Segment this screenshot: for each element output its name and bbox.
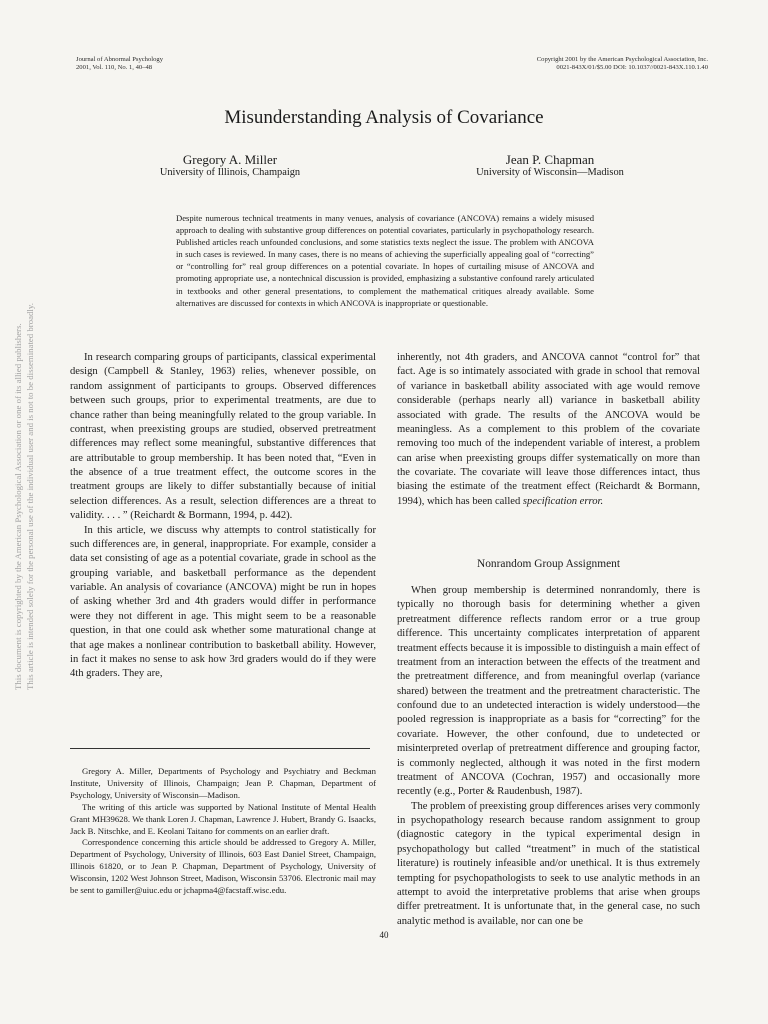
- body-paragraph: In research comparing groups of participants, classical experimental design (Campbell & Stanley, 1963) relies, whenever possible, on random assignment of participants to groups. Observed differences between such groups, prior to experimental treatments, are due to chance rather than being meaningfully related to the group variable. In contrast, when preexisting groups are studied, observed pretreatment differences may reflect some meaningful, substantive differences that are attributable to group membership. It has been noted that, “Even in the absence of a true treatment effect, the outcome scores in the treatment groups are likely to differ substantially because of initial selection differences. As a result, selection differences are a threat to validity. . . . ” (Reichardt & Bormann, 1994, p. 442).: [70, 352, 376, 522]
- author-affiliation: University of Illinois, Champaign: [159, 167, 301, 178]
- footnote-divider: [70, 748, 370, 749]
- body-column-right-continued: [397, 584, 700, 929]
- author-block: [100, 152, 360, 179]
- copyright-header: [537, 56, 708, 72]
- author-name: Jean P. Chapman: [505, 152, 595, 167]
- body-column-left: [70, 351, 376, 682]
- page-number: 40: [379, 930, 389, 940]
- abstract: Despite numerous technical treatments in many venues, analysis of covariance (ANCOVA) remains a widely misused approach to dealing with substantive group differences on potential covariates, particularly in psychopathology research. Published articles reach unfounded conclusions, and some statistics texts neglect the issue. The problem with ANCOVA in such cases is reviewed. In many cases, there is no means of achieving the superficially appealing goal of “correcting” or “controlling for” real group differences on a potential covariate. In hopes of curtailing misuse of ANCOVA and promoting appropriate use, a nontechnical discussion is provided, emphasizing a substantive confound rarely articulated in textbooks and other general presentations, to complement the mathematical critiques already available. Some alternatives are discussed for contexts in which ANCOVA is inappropriate or questionable.: [176, 213, 594, 308]
- usage-side-notice: This article is intended solely for the personal use of the individual user and is not to be disseminated broadly.: [25, 303, 35, 690]
- author-affiliation: University of Wisconsin—Madison: [476, 167, 624, 178]
- journal-name: Journal of Abnormal Psychology: [76, 56, 163, 63]
- body-paragraph: In this article, we discuss why attempts to control statistically for such differences are, in general, inappropriate. For example, consider a data set consisting of age as a potential covariate, grade in school as the grouping variable, and basketball performance as the dependent variable. An analysis of covariance (ANCOVA) might be run in hopes of asking whether 3rd and 4th graders would differ in performance were they not different in age. This might seem to be a reasonable question, in that one could ask whether some maturational change at that age makes a nonlinear contribution to basketball ability. However, in fact it makes no sense to ask how 3rd graders would do if they were 4th graders. They are,: [70, 524, 376, 680]
- author-block: [420, 152, 680, 179]
- journal-header: [76, 56, 163, 72]
- article-title: Misunderstanding Analysis of Covariance: [224, 107, 544, 128]
- doi-line: 0021-843X/01/$5.00 DOI: 10.1037//0021-843X.110.1.40: [556, 64, 708, 72]
- author-name: Gregory A. Miller: [182, 152, 278, 167]
- journal-volume: 2001, Vol. 110, No. 1, 40–48: [76, 64, 153, 72]
- body-text: inherently, not 4th graders, and ANCOVA cannot “control for” that fact. Age is so intimately associated with grade in school that removal of variance in basketball ability associated with age would remove considerable (perhaps nearly all) variance in basketball ability associated with grade. The results of the ANCOVA would be meaningless. As a complement to this problem of the covariate removing too much of the independent variable of interest, a problem can arise when preexisting groups differ systematically on more than the covariate. The covariate will leave those differences intact, thus biasing the estimate of the treatment effect (Reichardt & Bormann, 1994), which has been called: [397, 352, 700, 507]
- footnote-paragraph: Correspondence concerning this article should be addressed to Gregory A. Miller, Department of Psychology, University of Illinois, 603 East Daniel Street, Champaign, Illinois 61820, or to Jean P. Chapman, Department of Psychology, University of Wisconsin, 1202 West Johnson Street, Madison, Wisconsin 53706. Electronic mail may be sent to gamiller@uiuc.edu or jchapma4@facstaff.wisc.edu.: [70, 837, 376, 896]
- section-heading: Nonrandom Group Assignment: [476, 558, 620, 570]
- body-column-right: [397, 351, 700, 509]
- body-paragraph: When group membership is determined nonrandomly, there is typically no thorough basis for determining whether a given pretreatment difference reflects random error or a true group difference. This uncertainty complicates interpretation of apparent treatment effects because it is impossible to distinguish a main effect of treatment from an interaction between the effects of the treatment and the pretreatment difference, and from meaningful overlap (variance shared) between the treatment and the pretreatment characteristic. The confound due to an undetected interaction is widely understood—the pooled regression is inappropriate as a basis for “correcting” for the covariate. However, the other confound, due to undetected or misinterpreted overlap of pretreatment difference and grouping factor, is commonly neglected, although it was noted in the first modern treatment of ANCOVA (Cochran, 1957) and occasionally more recently (e.g., Porter & Raudenbush, 1987).: [397, 585, 700, 798]
- copyright-line: Copyright 2001 by the American Psychological Association, Inc.: [536, 56, 708, 63]
- author-footnote: [70, 766, 376, 897]
- footnote-paragraph: The writing of this article was supported by National Institute of Mental Health Grant MH39628. We thank Loren J. Chapman, Lawrence J. Hubert, Brandy G. Isaacks, Jack B. Nitschke, and E. Keolani Taitano for comments on an earlier draft.: [70, 801, 376, 836]
- body-paragraph: The problem of preexisting group differences arises very commonly in psychopathology research because random assignment to group (diagnostic category in the typical experimental design in psychopathology but called “treatment” in much of the statistical literature) is routinely infeasible and/or unethical. It is thus extremely tempting for psychopathologists to seek to use analytic methods in an attempt to avoid the interpretative problems that arise when groups differ pretreatment. It is unfortunate that, in the general case, no such analytic method is available, nor can one be: [397, 800, 700, 927]
- copyright-side-notice: This document is copyrighted by the American Psychological Association or one of its allied publishers.: [13, 323, 23, 690]
- body-paragraph: [397, 351, 700, 509]
- footnote-paragraph: Gregory A. Miller, Departments of Psychology and Psychiatry and Beckman Institute, University of Illinois, Champaign; Jean P. Chapman, Department of Psychology, University of Wisconsin—Madison.: [70, 766, 376, 800]
- italic-term: specification error.: [522, 495, 604, 507]
